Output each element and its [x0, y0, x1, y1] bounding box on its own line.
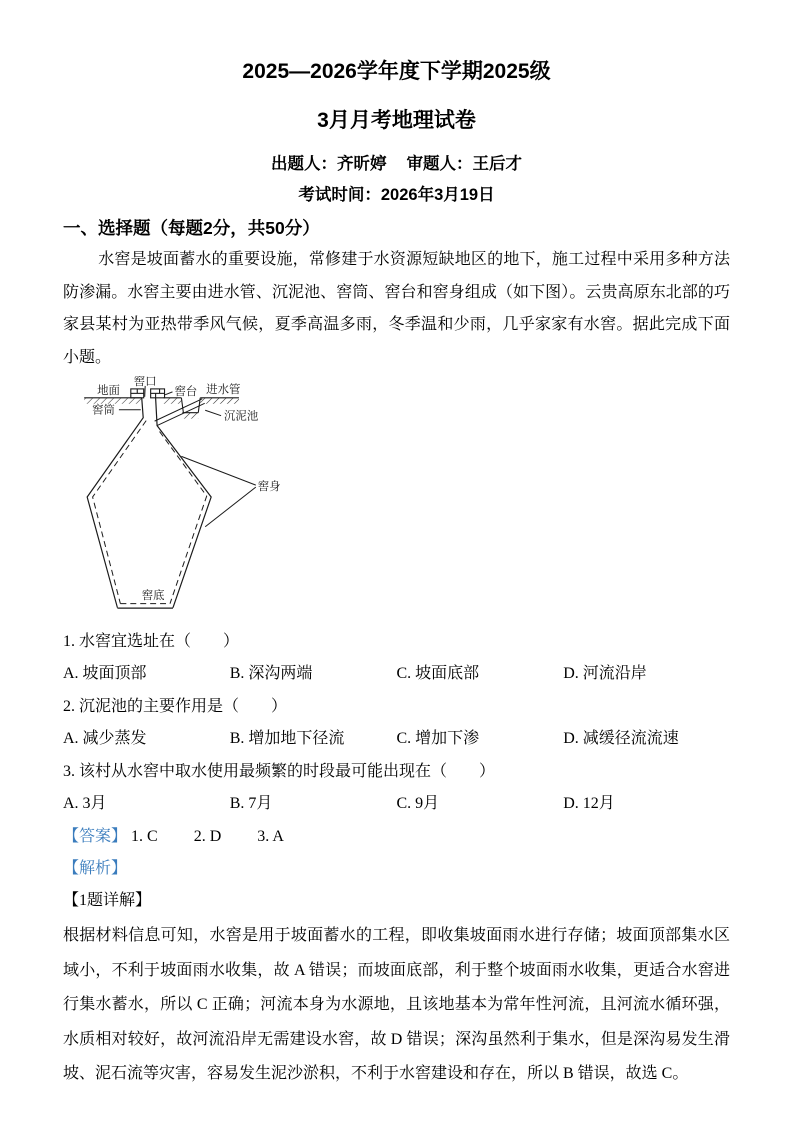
question-2-option-b: B. 增加地下径流: [229, 729, 345, 747]
question-3: [63, 756, 730, 819]
question-1-option-d: D. 河流沿岸: [563, 664, 647, 682]
exam-time-line: 考试时间：2026年3月19日: [298, 186, 495, 204]
answer-q1: 1. C: [131, 828, 158, 845]
question-3-option-b: B. 7月: [229, 794, 273, 812]
platform-label: 窖台: [174, 385, 198, 398]
water-cellar-diagram: [71, 376, 391, 624]
analysis-label: 【解析】: [63, 860, 128, 877]
bottom-label: 窖底: [141, 590, 165, 603]
answer-line: [63, 821, 730, 853]
diagram-container: [71, 376, 730, 624]
question-3-option-c: C. 9月: [396, 794, 440, 812]
question-3-stem: 3. 该村从水窖中取水使用最频繁的时段最可能出现在（ ）: [63, 763, 496, 780]
examiner-reviewer-line: [63, 152, 730, 176]
body-label: 窖身: [257, 481, 281, 494]
question-3-option-d: D. 12月: [563, 794, 615, 812]
question-2-option-d: D. 减缓径流流速: [563, 729, 679, 747]
exam-title-line2: 3月月考地理试卷: [317, 109, 476, 132]
question-1-stem: 1. 水窖宜选址在（ ）: [63, 633, 240, 650]
sediment-pool-label: 沉泥池: [224, 410, 259, 423]
tube-label: 窖筒: [92, 404, 115, 417]
inlet-pipe-label: 进水管: [206, 383, 241, 396]
ground-label: 地面: [97, 384, 120, 397]
exam-title-line1: 2025—2026学年度下学期2025级: [242, 60, 551, 83]
question-2-options: [63, 723, 730, 755]
mouth-label: 窖口: [133, 376, 157, 388]
question-3-option-a: A. 3月: [63, 794, 107, 812]
question-2-option-a: A. 减少蒸发: [63, 729, 147, 747]
answer-label: 【答案】: [63, 828, 128, 845]
examiner-name: 出题人：齐昕婷: [271, 155, 387, 173]
question-3-options: [63, 788, 730, 820]
question-1-option-b: B. 深沟两端: [229, 664, 313, 682]
section-header: 一、选择题（每题2分，共50分）: [63, 218, 320, 238]
question-2: [63, 691, 730, 754]
analysis-detail-text: 根据材料信息可知，水窖是用于坡面蓄水的工程，即收集坡面雨水进行存储；坡面顶部集水区域小，不利于坡面雨水收集，故 A 错误；而坡面底部，利于整个坡面雨水收集，更适合水窖进行集水蓄水，所以 C 正确；河流本身为水源地，且该地基本为常年性河流，且河流水循环强，水质相对较好，故河流沿岸无需建设水窖，故 D 错误；深沟虽然利于集水，但是深沟易发生滑坡、泥石流等灾害，容易发生泥沙淤积，不利于水窖建设和存在，所以 B 错误，故选 C。: [63, 927, 730, 1082]
reading-passage: 水窖是坡面蓄水的重要设施，常修建于水资源短缺地区的地下，施工过程中采用多种方法防渗漏。水窖主要由进水管、沉泥池、窖筒、窖台和窖身组成（如下图）。云贵高原东北部的巧家县某村为亚热带季风气候，夏季高温多雨，冬季温和少雨，几乎家家有水窖。据此完成下面小题。: [63, 251, 730, 366]
question-2-stem: 2. 沉泥池的主要作用是（ ）: [63, 698, 288, 715]
reviewer-name: 审题人：王后才: [406, 155, 522, 173]
cellar-body-outline: [87, 398, 211, 608]
answer-q2: 2. D: [193, 828, 222, 845]
question-1-option-c: C. 坡面底部: [396, 664, 480, 682]
ground-surface-hatch: [84, 398, 239, 404]
answer-q3: 3. A: [257, 828, 284, 845]
question-1: [63, 626, 730, 689]
question-1-options: [63, 658, 730, 690]
cellar-inner-lining-dashed: [93, 421, 207, 604]
question-2-option-c: C. 增加下渗: [396, 729, 480, 747]
cellar-mouth-curbs: [131, 389, 165, 398]
analysis-detail-header: 【1题详解】: [63, 892, 152, 909]
question-1-option-a: A. 坡面顶部: [63, 664, 147, 682]
